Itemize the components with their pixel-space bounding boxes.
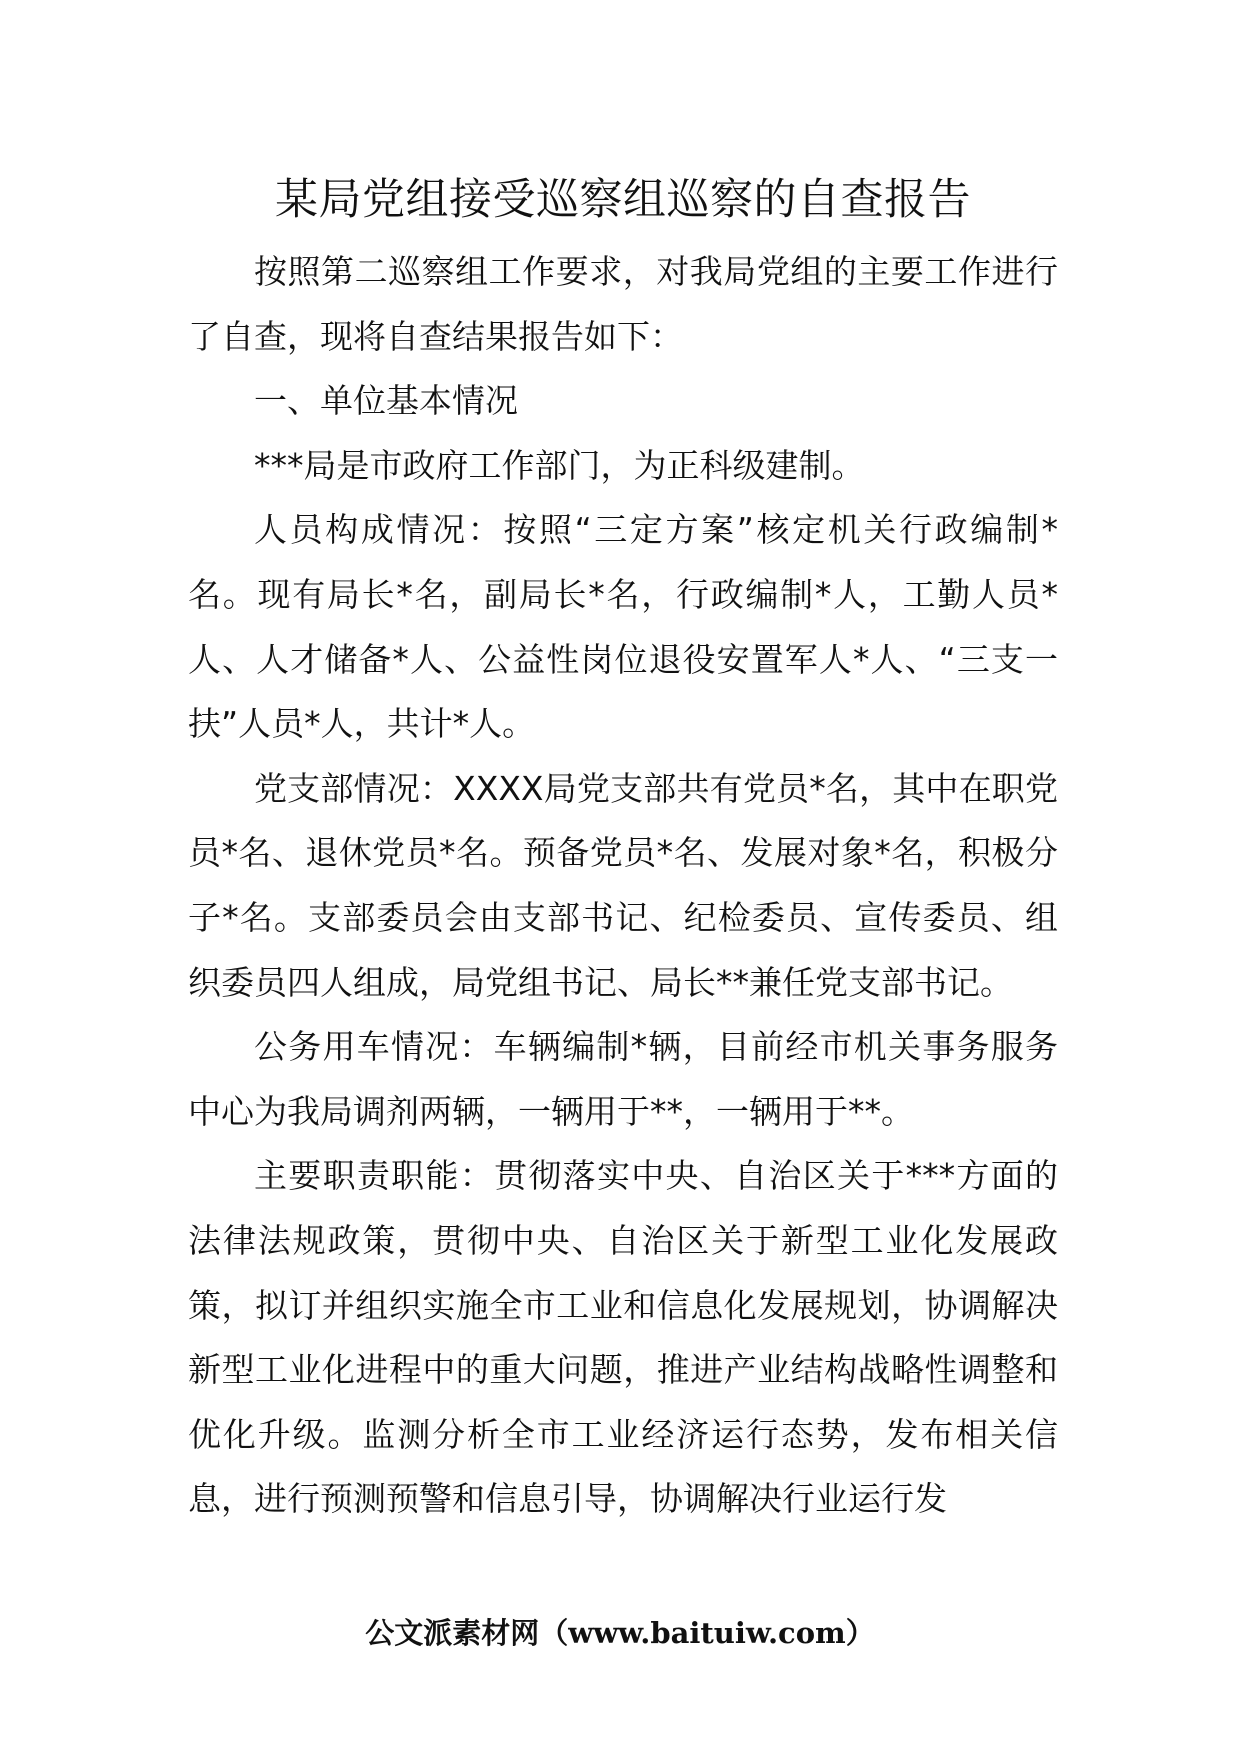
document-title: 某局党组接受巡察组巡察的自查报告 [275,175,971,225]
paragraph-official-vehicles: 公务用车情况：车辆编制*辆，目前经市机关事务服务中心为我局调剂两辆，一辆用于**，一辆用于**。 [188,1027,1058,1131]
document-page [188,160,1058,1532]
paragraph-unit-level: ***局是市政府工作部门，为正科级建制。 [254,445,865,485]
paragraph-staff-composition: 人员构成情况：按照“三定方案”核定机关行政编制*名。现有局长*名，副局长*名，行政编制*人，工勤人员*人、人才储备*人、公益性岗位退役安置军人*人、“三支一扶”人员*人，共计*人。 [188,510,1058,744]
section-heading: 一、单位基本情况 [254,381,518,421]
footer-watermark-text: 公文派素材网（www.baituiw.com） [365,1616,875,1650]
paragraph-party-branch: 党支部情况：XXXX局党支部共有党员*名，其中在职党员*名、退休党员*名。预备党员*名、发展对象*名，积极分子*名。支部委员会由支部书记、纪检委员、宣传委员、组织委员四人组成，局党组书记、局长**兼任党支部书记。 [188,768,1058,1002]
intro-paragraph: 按照第二巡察组工作要求，对我局党组的主要工作进行了自查，现将自查结果报告如下： [188,252,1058,356]
paragraph-main-duties: 主要职责职能：贯彻落实中央、自治区关于***方面的法律法规政策，贯彻中央、自治区关于新型工业化发展政策，拟订并组织实施全市工业和信息化发展规划，协调解决新型工业化进程中的重大问题，推进产业结构战略性调整和优化升级。监测分析全市工业经济运行态势，发布相关信息，进行预测预警和信息引导，协调解决行业运行发 [188,1156,1058,1519]
